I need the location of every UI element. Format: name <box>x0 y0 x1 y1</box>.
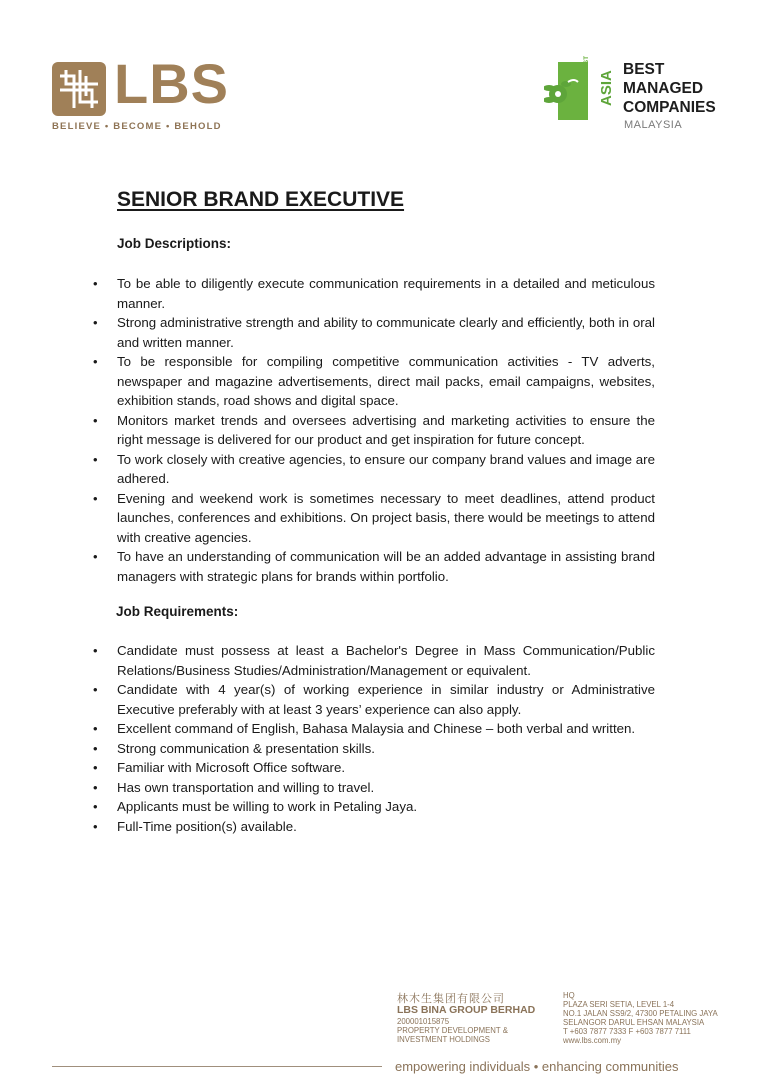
description-item <box>93 313 655 352</box>
footer-hq-label: HQ <box>563 991 575 1000</box>
requirement-item-text: Strong communication & presentation skills. <box>117 740 375 756</box>
footer-website[interactable]: www.lbs.com.my <box>563 1036 622 1045</box>
requirement-item-text: Candidate with 4 year(s) of working experience in similar industry or Administrative Executive preferably with at least 3 years’ experience can also apply. <box>117 682 655 717</box>
requirement-item-text: Candidate must possess at least a Bachelor's Degree in Mass Communication/Public Relations/Business Studies/Administration/Management or equivalent. <box>117 643 655 678</box>
footer-reg-no: 200001015875 <box>397 1017 450 1026</box>
requirement-item-text: Applicants must be willing to work in Petaling Jaya. <box>117 799 418 814</box>
requirements-heading: Job Requirements: <box>116 604 239 619</box>
lbs-logo-mark-icon <box>52 62 106 116</box>
description-item <box>93 352 655 411</box>
requirement-item <box>93 719 655 739</box>
description-item <box>93 547 655 586</box>
bullet-dot-icon: • <box>93 276 98 291</box>
page-title: SENIOR BRAND EXECUTIVE <box>117 188 405 211</box>
requirement-item <box>93 641 655 680</box>
bullet-dot-icon: • <box>93 818 98 834</box>
description-item-text: Evening and weekend work is sometimes necessary to meet deadlines, attend product launches, conferences and exhibitions. On project basis, there would be meetings to attend with creative agencies. <box>117 490 655 545</box>
bullet-dot-icon: • <box>93 354 98 369</box>
bullet-dot-icon: • <box>93 740 98 756</box>
award-line-companies: COMPANIES <box>623 99 716 116</box>
description-item <box>93 450 655 489</box>
descriptions-list <box>93 274 655 586</box>
description-item-text: To have an understanding of communication will be an added advantage in assisting brand managers with strategic plans for brands within portfolio. <box>117 549 655 584</box>
description-item-text: Monitors market trends and oversees advertising and marketing activities to ensure the right message is delivered for our product and get inspiration for future concept. <box>117 412 655 447</box>
description-item-text: Strong administrative strength and ability to communicate clearly and efficiently, both in oral and written manner. <box>117 315 655 350</box>
requirement-item <box>93 758 655 778</box>
footer-slogan: empowering individuals • enhancing communities <box>395 1059 679 1074</box>
footer-divider <box>52 1066 382 1067</box>
description-item-text: To be responsible for compiling competitive communication activities - TV adverts, newspaper and magazine advertisements, direct mail packs, email campaigns, websites, exhibition stands, road shows and digital space. <box>117 354 655 408</box>
description-item <box>93 411 655 450</box>
bullet-dot-icon: • <box>93 721 98 736</box>
award-country: MALAYSIA <box>624 119 683 131</box>
footer-address-line3: SELANGOR DARUL EHSAN MALAYSIA <box>563 1018 705 1027</box>
bullet-dot-icon: • <box>93 799 98 814</box>
requirement-item <box>93 778 655 798</box>
requirement-item <box>93 739 655 759</box>
bullet-dot-icon: • <box>93 643 98 658</box>
bullet-dot-icon: • <box>93 490 98 506</box>
requirement-item-text: Familiar with Microsoft Office software. <box>117 760 346 775</box>
bullet-dot-icon: • <box>93 451 98 467</box>
footer-address-line2: NO.1 JALAN SS9/2, 47300 PETALING JAYA <box>563 1009 718 1018</box>
descriptions-heading: Job Descriptions: <box>117 236 232 251</box>
footer-phone-fax: T +603 7877 7333 F +603 7877 7111 <box>563 1027 691 1036</box>
description-item <box>93 489 655 548</box>
footer-division-line1: PROPERTY DEVELOPMENT & <box>397 1026 508 1035</box>
bullet-dot-icon: • <box>93 760 98 775</box>
requirement-item-text: Excellent command of English, Bahasa Malaysia and Chinese – both verbal and written. <box>117 721 636 736</box>
footer-address-line1: PLAZA SERI SETIA, LEVEL 1-4 <box>563 1000 675 1009</box>
bullet-dot-icon: • <box>93 315 98 330</box>
bullet-dot-icon: • <box>93 549 98 564</box>
requirement-item <box>93 797 655 817</box>
description-item-text: To be able to diligently execute communication requirements in a detailed and meticulous manner. <box>117 276 655 311</box>
footer-chinese-name: 林木生集团有限公司 <box>397 993 505 1005</box>
requirements-list <box>93 641 655 836</box>
bullet-dot-icon: • <box>93 412 98 428</box>
award-line-best: BEST <box>623 61 665 78</box>
requirement-item-text: Full-Time position(s) available. <box>117 818 297 834</box>
requirement-item <box>93 680 655 719</box>
footer-company-name: LBS BINA GROUP BERHAD <box>397 1004 536 1016</box>
description-item-text: To work closely with creative agencies, to ensure our company brand values and image are adhered. <box>117 451 655 486</box>
bullet-dot-icon: • <box>93 682 98 697</box>
bullet-dot-icon: • <box>93 779 98 795</box>
lbs-logo-text: LBS <box>114 52 229 115</box>
award-line-managed: MANAGED <box>623 80 704 97</box>
award-region-small: SOUTHEAST <box>583 55 590 96</box>
award-region-large: ASIA <box>598 70 615 106</box>
lbs-tagline: BELIEVE • BECOME • BEHOLD <box>52 121 222 132</box>
footer-division-line2: INVESTMENT HOLDINGS <box>397 1035 490 1044</box>
requirement-item-text: Has own transportation and willing to travel. <box>117 779 375 795</box>
requirement-item <box>93 817 655 837</box>
description-item <box>93 274 655 313</box>
